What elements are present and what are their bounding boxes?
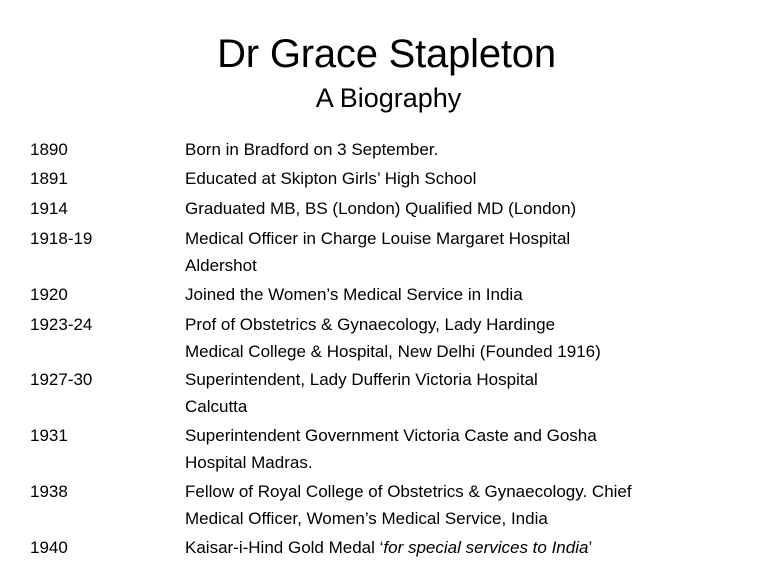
timeline-description-line: Prof of Obstetrics & Gynaecology, Lady Hardinge — [185, 315, 556, 334]
timeline-description-line: Joined the Women’s Medical Service in India — [185, 285, 523, 304]
timeline-year: 1938 — [30, 482, 68, 501]
timeline-year: 1920 — [30, 285, 68, 304]
timeline-description — [185, 165, 765, 192]
timeline-description-line: Superintendent, Lady Dufferin Victoria Hospital — [185, 370, 538, 389]
timeline-year: 1890 — [30, 140, 68, 159]
timeline-description-line: Born in Bradford on 3 September. — [185, 140, 439, 159]
timeline-description — [185, 311, 765, 365]
timeline-description-text: Kaisar-i-Hind Gold Medal ‘ — [185, 538, 384, 557]
timeline-description — [185, 136, 765, 163]
timeline-description — [185, 195, 765, 222]
timeline-description-line: Aldershot — [185, 256, 257, 275]
timeline-description-line: Medical Officer, Women’s Medical Service, India — [185, 509, 548, 528]
timeline-description — [185, 225, 765, 279]
timeline-description-line: Hospital Madras. — [185, 453, 313, 472]
timeline-year: 1923-24 — [30, 315, 93, 334]
timeline-description — [185, 281, 765, 308]
timeline-description — [185, 478, 765, 532]
timeline-description-line: Educated at Skipton Girls’ High School — [185, 169, 477, 188]
timeline-description-line: Superintendent Government Victoria Caste and Gosha — [185, 426, 597, 445]
timeline-year: 1914 — [30, 199, 68, 218]
timeline-description — [185, 534, 765, 561]
timeline-description — [185, 422, 765, 476]
timeline-description-line: Medical Officer in Charge Louise Margaret Hospital — [185, 229, 571, 248]
timeline-description-text-after: ’ — [588, 538, 593, 557]
page-subtitle: A Biography — [315, 83, 462, 113]
page-title: Dr Grace Stapleton — [217, 32, 556, 76]
timeline-year: 1891 — [30, 169, 68, 188]
timeline-description-line: Calcutta — [185, 397, 248, 416]
timeline-description — [185, 366, 765, 420]
timeline-year: 1940 — [30, 538, 68, 557]
timeline-description-line — [185, 534, 765, 561]
timeline-description-line: Fellow of Royal College of Obstetrics & Gynaecology. Chief — [185, 482, 632, 501]
timeline-year: 1918-19 — [30, 229, 93, 248]
timeline-description-line: Graduated MB, BS (London) Qualified MD (London) — [185, 199, 577, 218]
timeline-year: 1927-30 — [30, 370, 93, 389]
timeline-year: 1931 — [30, 426, 68, 445]
timeline-description-italic: for special services to India — [383, 538, 589, 557]
timeline-description-line: Medical College & Hospital, New Delhi (Founded 1916) — [185, 342, 601, 361]
